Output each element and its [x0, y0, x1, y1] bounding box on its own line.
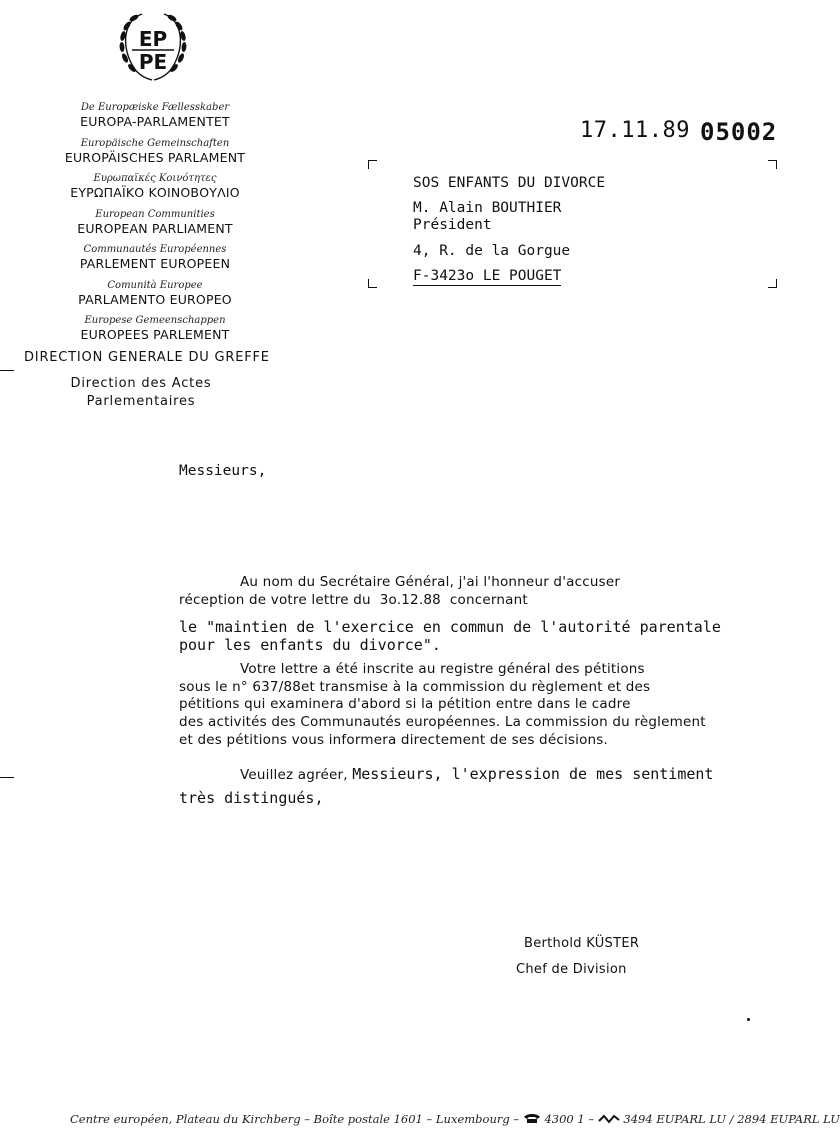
body-p2-line3: pétitions qui examinera d'abord si la pétition entre dans le cadre: [179, 696, 631, 712]
directorate-heading: DIRECTION GENERALE DU GREFFE: [24, 350, 270, 365]
institution-italic: De Europæiske Fællesskaber: [80, 102, 230, 113]
closing-part-b: Messieurs, l'expression de mes sentiment: [352, 765, 714, 783]
telex-icon: [598, 1113, 620, 1127]
footer: [70, 1112, 840, 1127]
address-window-corner-br: [768, 279, 777, 288]
recipient-name: M. Alain BOUTHIER: [413, 200, 562, 216]
institution-upper: ΕΥΡΩΠΑΪΚΟ ΚΟΙΝΟΒΟΥΛΙΟ: [70, 185, 240, 200]
body-p2-line4: des activités des Communautés européennes. La commission du règlement: [179, 714, 706, 730]
institution-upper: PARLAMENTO EUROPEO: [78, 291, 232, 307]
footer-address: Centre européen, Plateau du Kirchberg – Boîte postale 1601 – Luxembourg –: [70, 1112, 520, 1126]
recipient-city: F-3423o LE POUGET: [413, 268, 562, 284]
body-p2-line5: et des pétitions vous informera directement de ses décisions.: [179, 732, 609, 748]
institution-de: [40, 137, 270, 173]
body-p2-line2: [179, 679, 650, 695]
division-line-1: Direction des Actes: [70, 376, 212, 391]
reference-number: 05002: [700, 118, 778, 146]
ep-emblem: [112, 6, 194, 86]
closing-line2: très distingués,: [179, 789, 324, 807]
footer-phone: 4300 1 –: [544, 1112, 595, 1126]
ep-emblem-icon: [112, 6, 194, 86]
body-p2-line2-b: et transmise à la commission du règlement et des: [301, 679, 651, 695]
institution-upper: EUROPA-PARLAMENTET: [80, 114, 230, 129]
institution-it: [40, 279, 270, 315]
institution-fr: [40, 243, 270, 279]
closing-part-a: Veuillez agréer,: [240, 767, 353, 783]
institution-da: [40, 101, 270, 137]
svg-text:EP: EP: [138, 27, 168, 51]
stray-mark: [747, 1018, 750, 1021]
division-heading: [60, 375, 222, 411]
recipient-title: Président: [413, 217, 492, 233]
institution-upper: EUROPEES PARLEMENT: [80, 327, 230, 342]
salutation: Messieurs,: [179, 463, 267, 479]
address-window-corner-tr: [768, 160, 777, 169]
footer-telex: 3494 EUPARL LU / 2894 EUPARL LU: [623, 1112, 840, 1126]
telephone-icon: [523, 1113, 541, 1127]
svg-text:PE: PE: [138, 50, 168, 74]
institution-names: [40, 101, 270, 350]
signatory-name: Berthold KÜSTER: [524, 936, 640, 951]
address-window-corner-bl: [368, 279, 377, 288]
division-line-2: Parlementaires: [86, 394, 196, 409]
institution-upper: EUROPÄISCHES PARLAMENT: [64, 149, 246, 165]
institution-italic: Communautés Européennes: [83, 244, 227, 255]
petition-number: 637/88: [252, 679, 302, 695]
institution-italic: Ευρωπαϊκές Κοινότητες: [93, 173, 217, 184]
institution-upper: EUROPEAN PARLIAMENT: [77, 220, 233, 236]
institution-upper: PARLEMENT EUROPEEN: [79, 256, 231, 271]
signatory-role: Chef de Division: [516, 962, 627, 977]
institution-italic: Comunità Europee: [107, 279, 203, 291]
body-p2-line1: Votre lettre a été inscrite au registre général des pétitions: [240, 661, 645, 677]
institution-italic: Europäische Gemeinschaften: [80, 137, 230, 149]
institution-en: [40, 208, 270, 244]
institution-italic: European Communities: [95, 208, 215, 220]
body-p1-line2: réception de votre lettre du 3o.12.88 concernant: [179, 592, 528, 608]
date-stamp: 17.11.89: [580, 118, 690, 143]
subject-line1: le "maintien de l'exercice en commun de l'autorité parentale: [179, 618, 721, 636]
subject-line2: pour les enfants du divorce".: [179, 636, 441, 654]
body-p2-line2-a: sous le n°: [179, 679, 253, 695]
institution-italic: Europese Gemeenschappen: [84, 315, 226, 326]
fold-mark: [0, 777, 14, 778]
body-p1-line1: Au nom du Secrétaire Général, j'ai l'honneur d'accuser: [240, 574, 621, 590]
fold-mark: [0, 370, 14, 371]
institution-nl: [40, 314, 270, 350]
institution-el: [40, 172, 270, 208]
address-window-corner-tl: [368, 160, 377, 169]
closing-line1: [240, 764, 713, 783]
recipient-street: 4, R. de la Gorgue: [413, 243, 571, 259]
recipient-org: SOS ENFANTS DU DIVORCE: [413, 175, 606, 191]
